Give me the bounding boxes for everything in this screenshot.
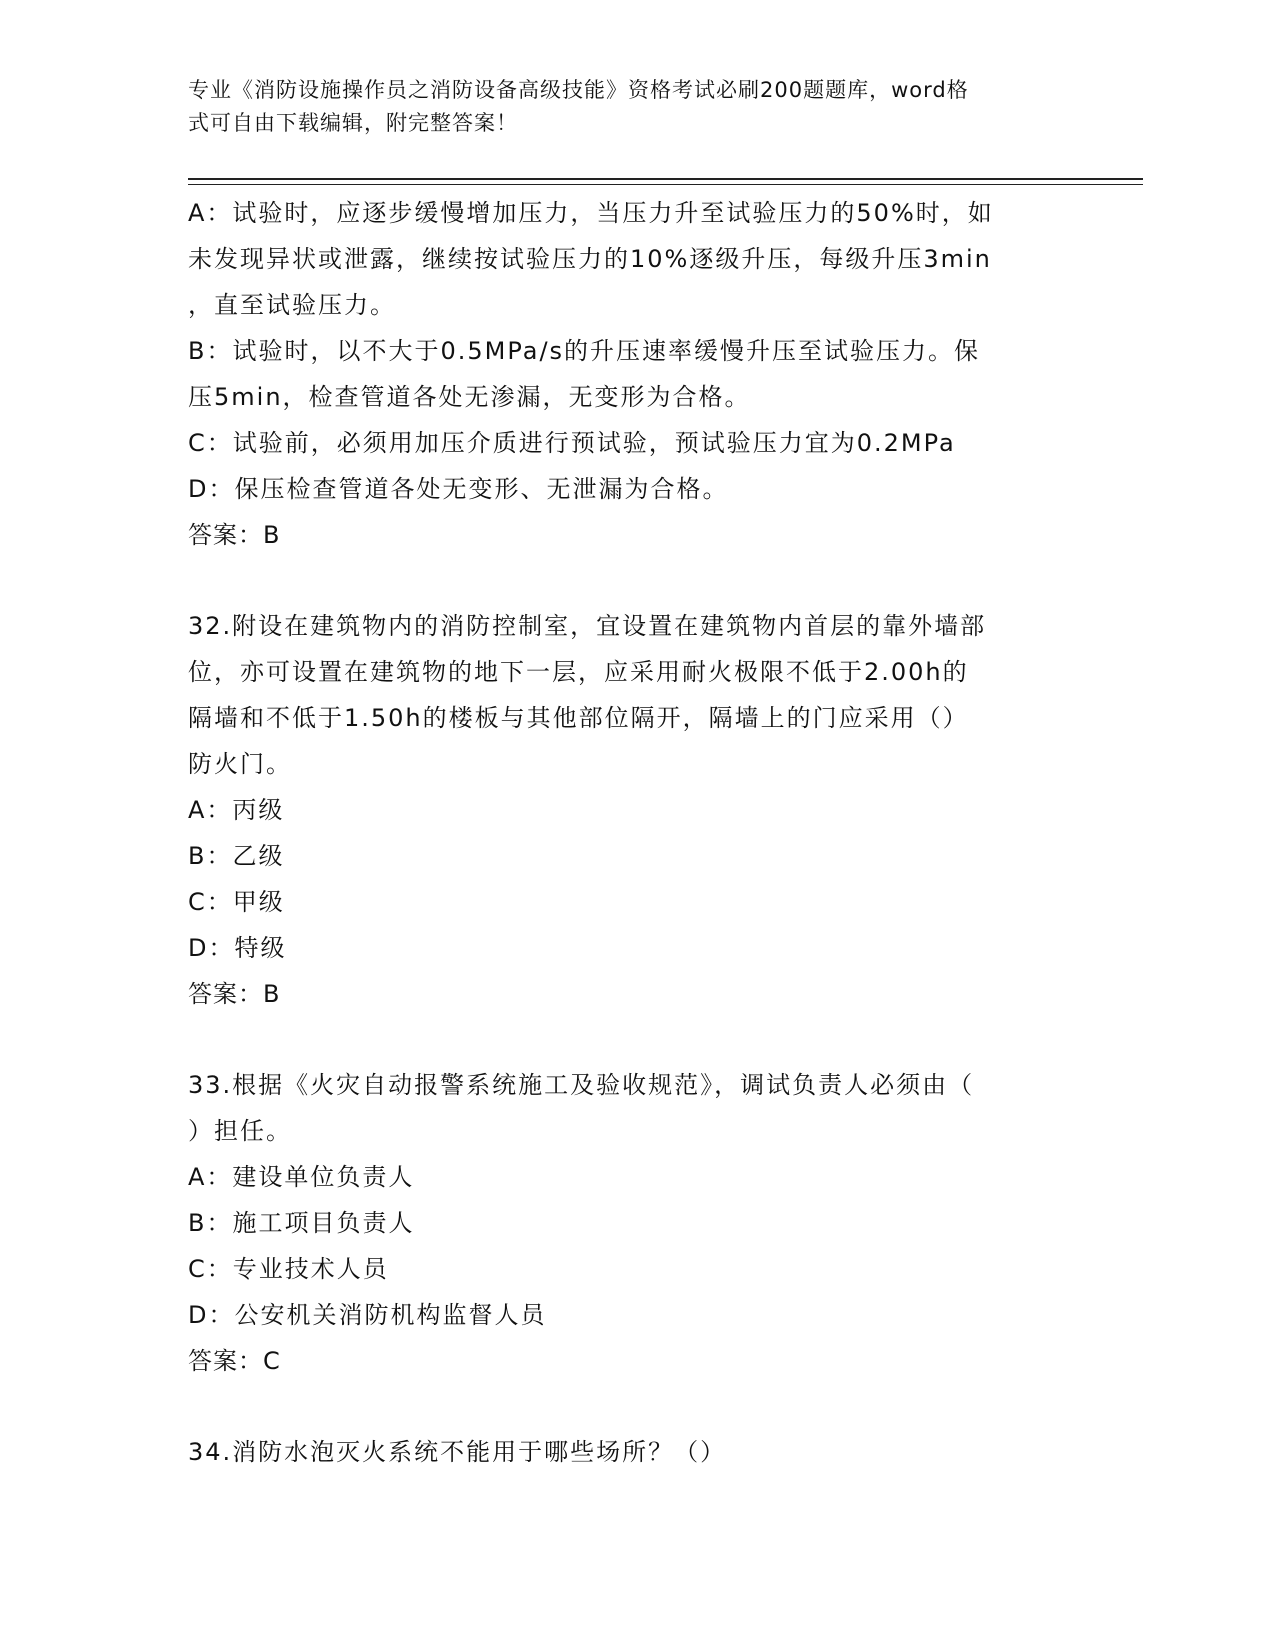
option-a — [188, 190, 1088, 328]
spacer — [188, 558, 1088, 603]
option-d — [188, 466, 1088, 512]
header-line: 专业《消防设施操作员之消防设备高级技能》资格考试必刷200题题库，word格 — [188, 78, 969, 102]
option-d: D：公安机关消防机构监督人员 — [188, 1301, 547, 1329]
question-block-34 — [188, 1429, 1088, 1475]
option-line: 压5min，检查管道各处无渗漏，无变形为合格。 — [188, 383, 751, 411]
option-d: D：特级 — [188, 934, 287, 962]
answer-line: 答案：B — [188, 980, 281, 1008]
option-b — [188, 328, 1088, 420]
header-divider-thick — [188, 178, 1143, 180]
spacer — [188, 1017, 1088, 1062]
option-c: C：专业技术人员 — [188, 1255, 389, 1283]
question-stem-line: ）担任。 — [188, 1117, 292, 1145]
question-stem-line: 34.消防水泡灭火系统不能用于哪些场所？（） — [188, 1438, 727, 1466]
question-stem-line: 隔墙和不低于1.50h的楼板与其他部位隔开，隔墙上的门应采用（） — [188, 704, 969, 732]
option-b: B：乙级 — [188, 842, 285, 870]
document-header — [188, 74, 1088, 140]
question-stem-line: 32.附设在建筑物内的消防控制室，宜设置在建筑物内首层的靠外墙部 — [188, 612, 987, 640]
document-body — [188, 190, 1088, 1475]
question-block-prev — [188, 190, 1088, 558]
answer-line: 答案：C — [188, 1347, 281, 1375]
option-c — [188, 420, 1088, 466]
question-stem-line: 防火门。 — [188, 750, 292, 778]
option-line: B：试验时，以不大于0.5MPa/s的升压速率缓慢升压至试验压力。保 — [188, 337, 981, 365]
option-line: D：保压检查管道各处无变形、无泄漏为合格。 — [188, 475, 729, 503]
option-line: ，直至试验压力。 — [188, 291, 396, 319]
question-block-32 — [188, 603, 1088, 1017]
option-line: C：试验前，必须用加压介质进行预试验，预试验压力宜为0.2MPa — [188, 429, 956, 457]
option-line: 未发现异状或泄露，继续按试验压力的10%逐级升压，每级升压3min — [188, 245, 992, 273]
header-divider-thin — [188, 184, 1143, 185]
question-stem-line: 33.根据《火灾自动报警系统施工及验收规范》，调试负责人必须由（ — [188, 1071, 975, 1099]
question-block-33 — [188, 1062, 1088, 1384]
question-stem-line: 位，亦可设置在建筑物的地下一层，应采用耐火极限不低于2.00h的 — [188, 658, 969, 686]
option-a: A：建设单位负责人 — [188, 1163, 415, 1191]
option-a: A：丙级 — [188, 796, 285, 824]
header-line: 式可自由下载编辑，附完整答案！ — [188, 111, 518, 135]
spacer — [188, 1384, 1088, 1429]
option-line: A：试验时，应逐步缓慢增加压力，当压力升至试验压力的50%时，如 — [188, 199, 994, 227]
option-b: B：施工项目负责人 — [188, 1209, 415, 1237]
answer-line: 答案：B — [188, 521, 281, 549]
option-c: C：甲级 — [188, 888, 285, 916]
